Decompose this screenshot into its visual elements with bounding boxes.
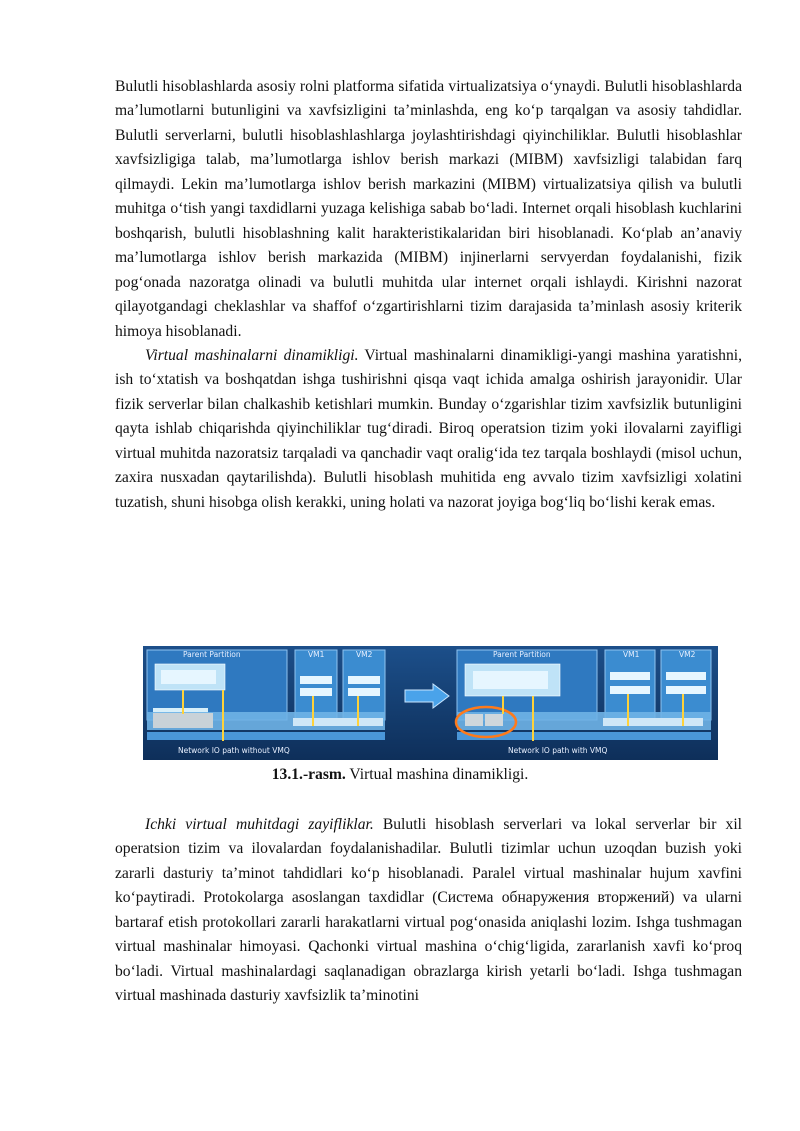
paragraph: Ichki virtual muhitdagi zayifliklar. Bulutli hisoblash serverlari va lokal serverlar bir xil operatsion tizim va ilovalardan foydalanishadilar. Bulutli tizimlar uchun uzoqdan buzish yoki zararli dasturiy ta’minot tahdidlari ko‘p hisoblanadi. Paralel virtual mashinalar hujum xavfini ko‘paytiradi. Protokolarga asoslangan taxdidlar (Система обнаружения вторжений) va ularni bartaraf etish protokollari zararli harakatlarni virtual pog‘onasida aniqlashi lozim. Ishga tushmagan virtual mashinalar himoyasi. Qachonki virtual mashina o‘chig‘ligida, zararlanish xavfi ko‘proq bo‘ladi. Virtual mashinalardagi saqlanadigan obrazlarga kirish yetarli bo‘ladi. Ishga tushmagan virtual mashinada dasturiy xavfsizlik ta’minotini [115,816,742,1005]
paragraph: Virtual mashinalarni dinamikligi. Virtual mashinalarni dinamikligi-yangi mashina yaratishni, ish to‘xtatish va boshqatdan ishga tushirishni qisqa vaqt ichida amalga oshirish jarayonidir. Ular fizik serverlar bilan chalkashib ketishlari mumkin. Bunday o‘zgarishlar tizim xavfsizlik butunligini qayta ishlab chiqarishda qiyinchiliklar tug‘diradi. Biroq operatsion tizim yoki ilovalarni zayifligi virtual muhitda nazoratsiz tarqaladi va qanchadir vaqt oralig‘ida tez tarqala boshlaydi (misol uchun, zaxira nusxadan qaytarilishda). Bulutli hisoblash muhitida eng avvalo tizim xavfsizligi xolatini tuzatish, shuni hisobga olish kerakki, uning holati va nazorat joyiga bog‘liq bo‘lishi kerak emas. [115,346,742,511]
figure-caption [0,764,800,786]
vm1-label-right: VM1 [623,650,640,659]
caption-label: 13.1.-rasm. [271,766,346,783]
body-text-bottom [115,813,742,1009]
diagram-svg [143,646,718,760]
right-caption: Network IO path with VMQ [508,746,608,755]
left-diagram [147,650,385,755]
vm2-label: VM2 [356,650,373,659]
left-caption: Network IO path without VMQ [178,746,290,755]
vm1-label: VM1 [308,650,325,659]
virtual-machine-diagram [143,646,718,760]
parent-partition-label-right: Parent Partition [493,650,551,659]
paragraph-lead: Ichki virtual muhitdagi zayifliklar. [145,816,374,833]
right-diagram [456,650,711,755]
vm2-label-right: VM2 [679,650,696,659]
body-text-top [115,75,742,515]
caption-text: Virtual mashina dinamikligi. [345,766,529,783]
paragraph: Bulutli hisoblashlarda asosiy rolni platforma sifatida virtualizatsiya o‘ynaydi. Bulutli hisoblashlarda ma’lumotlarni butunligini va xavfsizligini ta’minlashda, eng ko‘p tarqalgan va asosiy tahdidlar. Bulutli serverlarni, bulutli hisoblashlashlarga joylashtirishdagi qiyinchiliklar. Bulutli hisoblashlar xavfsizligiga talab, ma’lumotlarga ishlov berish markazi (MIBM) xavfsizligi talabidan farq qilmaydi. Lekin ma’lumotlarga ishlov berish markazini (MIBM) virtualizatsiya qilish va bulutli muhitga o‘tish yangi taxdidlarni yuzaga kelishiga sabab bo‘ladi. Internet orqali hisoblash kuchlarini boshqarish, bulutli hisoblashning kalit harakteristikalaridan biri hisoblanadi. Ko‘plab an’anaviy ma’lumotlarga ishlov berish markazida (MIBM) injinerlarni servyerdan foydalanishi, fizik pog‘onada nazoratga olinadi va bulutli muhitda ular internet orqali ishlaydi. Kirishni nazorat qilayotgandagi cheklashlar va shaffof o‘zgartirishlarni tizim darajasida ta’minlash asosiy kriterik himoya hisoblanadi. [115,78,742,340]
parent-partition-label: Parent Partition [183,650,241,659]
paragraph-lead: Virtual mashinalarni dinamikligi. [145,346,359,364]
